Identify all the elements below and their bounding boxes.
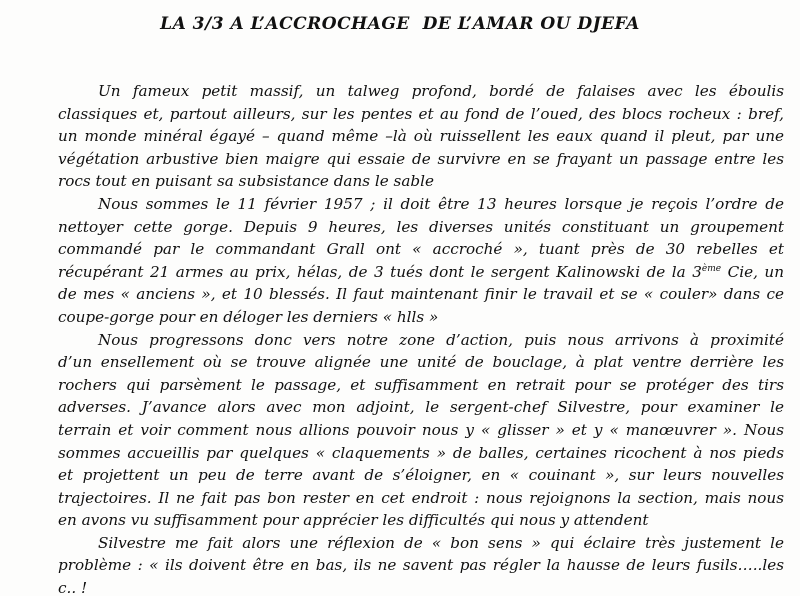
text-line: classiques et, partout ailleurs, sur les pentes et au fond de l’oued, des blocs rocheux : bref, — [58, 104, 784, 123]
page-title: LA 3/3 A L’ACCROCHAGE DE L’AMAR OU DJEFA — [160, 14, 640, 34]
text-line: de mes « anciens », et 10 blessés. Il faut maintenant finir le travail et se « couler» dans ce — [58, 285, 784, 304]
text-line: problème : « ils doivent être en bas, ils ne savent pas régler la hausse de leurs fusils…..les — [58, 556, 784, 575]
text-line: trajectoires. Il ne fait pas bon rester en cet endroit : nous rejoignons la section, mais nous — [58, 488, 784, 507]
text-line: terrain et voir comment nous allions pouvoir nous y « glisser » et y « manœuvrer ». Nous — [58, 420, 784, 439]
text-line: nettoyer cette gorge. Depuis 9 heures, les diverses unités constituant un groupement — [58, 217, 784, 236]
text-line: d’un ensellement où se trouve alignée une unité de bouclage, à plat ventre derrière les — [58, 353, 784, 372]
text-line: commandé par le commandant Grall ont « accroché », tuant près de 30 rebelles et — [58, 240, 784, 259]
text-line: coupe-gorge pour en déloger les derniers « hlls » — [58, 307, 439, 326]
text-line: Un fameux petit massif, un talweg profond, bordé de falaises avec les éboulis — [98, 82, 784, 100]
text-line: rocs tout en puisant sa subsistance dans le sable — [58, 172, 434, 191]
text-line: et projettent un peu de terre avant de s’éloigner, en « couinant », sur leurs nouvelles — [58, 466, 784, 485]
ordinal-suffix: ème — [701, 263, 722, 274]
text-line: Nous sommes le 11 février 1957 ; il doit être 13 heures lorsque je reçois l’ordre de — [98, 194, 784, 213]
body-text — [58, 80, 784, 600]
text-line: récupérant 21 armes au prix, hélas, de 3 tués dont le sergent Kalinowski de la 3ème Cie, un — [58, 262, 784, 281]
text-line: adverses. J’avance alors avec mon adjoint, le sergent-chef Silvestre, pour examiner le — [58, 398, 784, 417]
text-line: un monde minéral égayé – quand même –là où ruissellent les eaux quand il pleut, par une — [58, 127, 784, 146]
text-line: rochers qui parsèment le passage, et suffisamment en retrait pour se protéger des tirs — [58, 375, 784, 394]
text-line: c.. ! — [58, 579, 88, 598]
text-line: en avons vu suffisamment pour apprécier les difficultés qui nous y attendent — [58, 511, 649, 530]
text-line: végétation arbustive bien maigre qui essaie de survivre en se frayant un passage entre les — [58, 149, 784, 168]
text-line: Nous progressons donc vers notre zone d’action, puis nous arrivons à proximité — [98, 330, 784, 349]
text-line: Silvestre me fait alors une réflexion de « bon sens » qui éclaire très justement le — [98, 533, 784, 552]
text-line: sommes accueillis par quelques « claquements » de balles, certaines ricochent à nos pieds — [58, 443, 784, 462]
